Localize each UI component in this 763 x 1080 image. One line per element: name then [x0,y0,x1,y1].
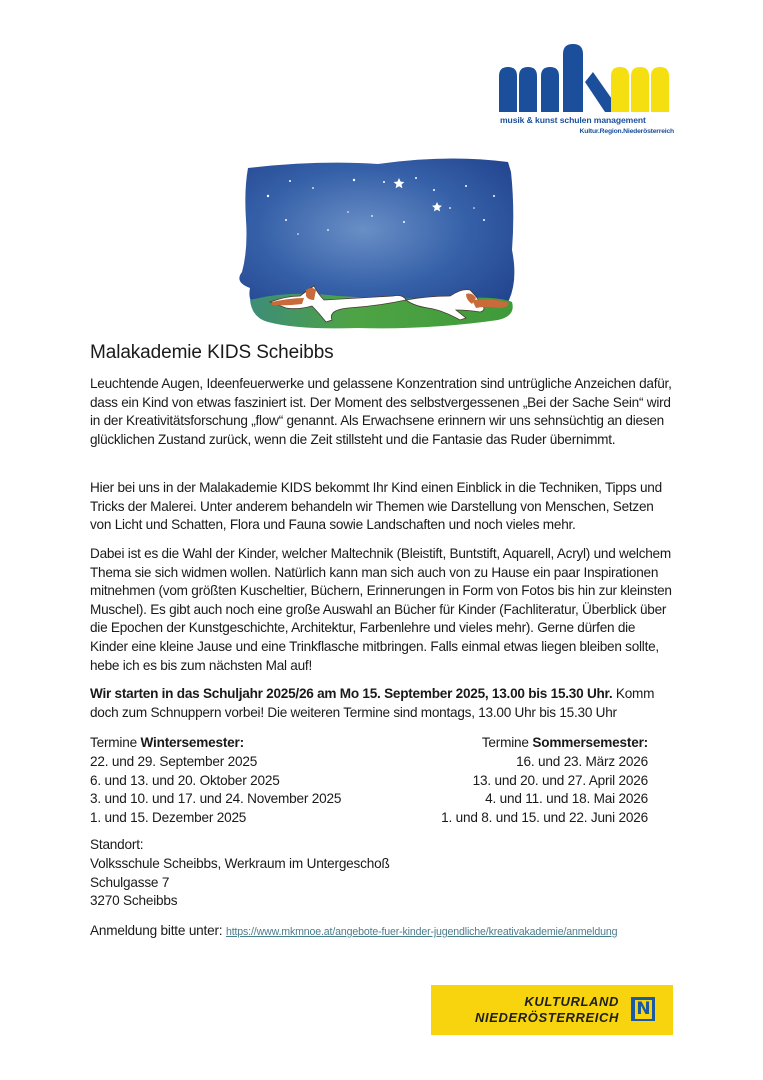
kulturland-line1: KULTURLAND [524,994,619,1009]
kulturland-logo [431,985,673,1035]
summer-heading-label: Sommersemester: [532,735,648,750]
summer-heading [441,734,648,753]
winter-heading-prefix: Termine [90,735,141,750]
summer-date: 1. und 8. und 15. und 22. Juni 2026 [441,810,648,826]
mkm-tagline: musik & kunst schulen management [500,115,646,125]
kulturland-text [475,994,619,1025]
intro-paragraph: Leuchtende Augen, Ideenfeuerwerke und gelassene Konzentration sind untrügliche Anzeichen dafür, dass ein Kind von etwas fasziniert ist. Der Moment des selbstvergessenen „Bei der Sache Sein“ wird in der Kreativitätsforschung „flow“ genannt. Als Erwachsene erinnern wir uns sehnsüchtig an diesen glücklichen Zustand zurück, wenn die Zeit stillsteht und die Fantasie das Ruder übernimmt. [90,376,672,447]
winter-semester-dates [90,734,341,828]
start-note: Komm doch zum Schnuppern vorbei! Die weiteren Termine sind montags, 13.00 Uhr bis 15.30 Uhr [90,686,655,720]
winter-date: 6. und 13. und 20. Oktober 2025 [90,772,280,788]
niederoesterreich-n-icon [631,997,655,1021]
n-badge-letter: N [636,999,651,1019]
winter-heading [90,734,341,753]
watercolor-night-sky-hares-illustration [228,150,580,340]
content-paragraph: Hier bei uns in der Malakademie KIDS bekommt Ihr Kind einen Einblick in die Techniken, Tipps und Tricks der Malerei. Unter anderem behandeln wir Themen wie Darstellung von Menschen, Setzen von Licht und Schatten, Flora und Fauna sowie Landschaften und noch vieles mehr. [90,480,662,533]
location-line: Volksschule Scheibbs, Werkraum im Untergeschoß [90,855,390,871]
summer-semester-dates [441,734,648,828]
mkm-logo [497,42,677,142]
location-line: 3270 Scheibbs [90,893,178,909]
signup-line [90,923,617,938]
summer-date: 4. und 11. und 18. Mai 2026 [485,791,648,807]
start-date-bold: Wir starten in das Schuljahr 2025/26 am Mo 15. September 2025, 13.00 bis 15.30 Uhr. [90,686,613,701]
location-block [90,836,390,911]
summer-heading-prefix: Termine [481,735,533,750]
mkm-region: Kultur.Region.Niederösterreich [579,128,674,135]
techniques-paragraph: Dabei ist es die Wahl der Kinder, welcher Maltechnik (Bleistift, Buntstift, Aquarell, Acryl) und welchem Thema sie sich widmen wollen. Natürlich kann man sich auch von zu Hause ein paar Inspirationen mitnehmen (vom größten Kuscheltier, Büchern, Erinnerungen in Form von Fotos bis hin zur kleinsten Muschel). Es gibt auch noch eine große Auswahl an Bücher für Kinder (Fachliteratur, Überblick über die Epochen der Kunstgeschichte, Architektur, Farbenlehre und vieles mehr). Gerne dürfen die Kinder eine kleine Jause und eine Trinkflasche mitbringen. Falls einmal etwas liegen bleiben sollte, hebe ich es bis zum nächsten Mal auf! [90,546,672,673]
location-label: Standort: [90,837,144,852]
winter-date: 1. und 15. Dezember 2025 [90,810,247,826]
signup-label: Anmeldung bitte unter: [90,923,223,938]
page-title: Malakademie KIDS Scheibbs [90,342,334,363]
start-paragraph [90,685,674,722]
winter-date: 22. und 29. September 2025 [90,753,258,769]
winter-date: 3. und 10. und 17. und 24. November 2025 [90,791,342,807]
hero-illustration [228,150,580,340]
signup-link[interactable]: https://www.mkmnoe.at/angebote-fuer-kinder-jugendliche/kreativakademie/anmeldung [225,926,618,938]
summer-date: 16. und 23. März 2026 [516,753,648,769]
summer-date: 13. und 20. und 27. April 2026 [472,772,648,788]
kulturland-line2: NIEDERÖSTERREICH [475,1009,619,1025]
mkm-logo-icon [497,42,677,114]
location-line: Schulgasse 7 [90,874,170,890]
winter-heading-label: Wintersemester: [140,735,244,750]
